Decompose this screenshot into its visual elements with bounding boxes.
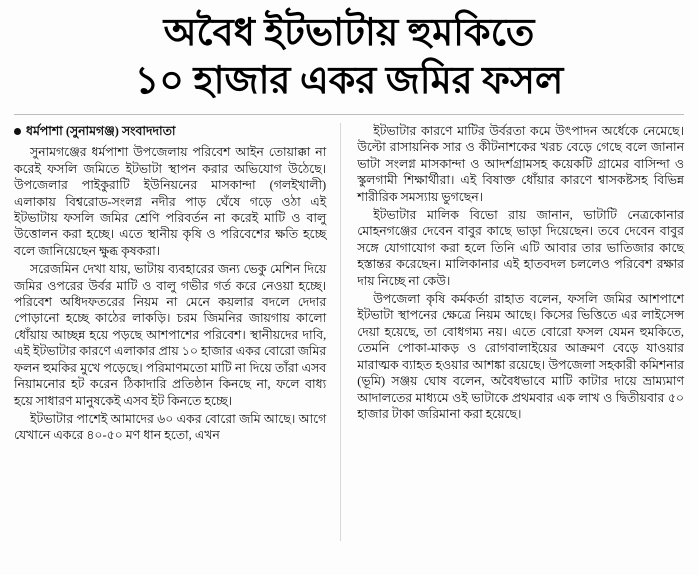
byline — [14, 123, 326, 139]
byline-text: ধর্মপাশা (সুনামগঞ্জ) সংবাদদাতা — [26, 124, 176, 138]
round-bullet-icon — [14, 128, 21, 135]
headline — [14, 10, 684, 104]
column-fade — [14, 527, 340, 541]
paragraph: সুনামগঞ্জের ধর্মপাশা উপজেলায় পরিবেশ আইন তোয়াক্কা না করেই ফসলি জমিতে ইটভাটা স্থাপন করার অভিযোগ উঠেছে। উপজেলার পাইকুরাটি ইউনিয়নের মাসকান্দা (গলইখালী) এলাকায় বিশ্বরোড-সংলগ্ন নদীর পাড় ঘেঁষে গড়ে ওঠা এই ইটভাটায় ফসলি জমির শ্রেণি পরিবর্তন না করেই মাটি ও বালু উত্তোলন করা হচ্ছে। এতে স্থানীয় কৃষি ও পরিবেশের ক্ষতি হচ্ছে বলে জানিয়েছেন ক্ষুব্ধ কৃষকরা। — [14, 145, 327, 258]
article-body — [14, 123, 684, 541]
article-column-right — [357, 123, 684, 541]
paragraph: উপজেলা কৃষি কর্মকর্তা রাহাত বলেন, ফসলি জমির আশপাশে ইটভাটা স্থাপনের ক্ষেত্রে নিয়ম আছে। কিসের ভিত্তিতে এর লাইসেন্স দেয়া হয়েছে, তা বোধগম্য নয়। এতে বোরো ফসল যেমন হুমকিতে, তেমনি পোকা-মাকড় ও রোগবালাইয়ের আক্রমণ বেড়ে যাওয়ার মারাত্মক ব্যাহত হওয়ার আশঙ্কা রয়েছে। উপজেলা সহকারী কমিশনার (ভূমি) সঞ্জয় ঘোষ বলেন, অবৈধভাবে মাটি কাটার দায়ে ভ্রাম্যমাণ আদালতের মাধ্যমে ওই ভাটাকে প্রথমবার এক লাখ ও দ্বিতীয়বার ৫০ হাজার টাকা জরিমানা করা হয়েছে। — [357, 292, 684, 421]
paragraph: ইটভাটার পাশেই আমাদের ৬০ একর বোরো জমি আছে। আগে যেখানে একরে ৪০-৫০ মণ ধান হতো, এখন — [14, 411, 327, 443]
column-fade — [357, 527, 684, 541]
headline-divider — [14, 114, 684, 115]
paragraph: ইটভাটার মালিক বিভো রায় জানান, ভাটাটি নেত্রকোনার মোহনগঞ্জের দেবেন বাবুর কাছে ভাড়া দিয়েছেন। তবে দেবেন বাবুর সঙ্গে যোগাযোগ করা হলে তিনি এটি আবার তার ভাতিজার কাছে হস্তান্তর করেছেন। মালিকানার এই হাতবদল চললেও পরিবেশ রক্ষার দায় নিচ্ছে না কেউ। — [357, 208, 684, 288]
paragraph: ইটভাটার কারণে মাটির উর্বরতা কমে উৎপাদন অর্ধেকে নেমেছে। উল্টো রাসায়নিক সার ও কীটনাশকের খরচ বেড়ে গেছে বলে জানান ভাটা সংলগ্ন মাসকান্দা ও আদর্শগ্রামসহ কয়েকটি গ্রামের বাসিন্দা ও স্কুলগামী শিক্ষার্থীরা। এই বিষাক্ত ধোঁয়ার কারণে শ্বাসকষ্টসহ বিভিন্ন শারীরিক সমস্যায় ভুগছেন। — [357, 124, 684, 204]
article-column-left — [14, 123, 341, 541]
headline-line-2: ১০ হাজার একর জমির ফসল — [134, 60, 564, 102]
headline-line-1: অবৈধ ইটভাটায় হুমকিতে — [163, 12, 535, 54]
paragraph: সরেজমিন দেখা যায়, ভাটায় ব্যবহারের জন্য ভেকু মেশিন দিয়ে জমির ওপরের উর্বর মাটি ও বালু গভীর গর্ত করে নেওয়া হচ্ছে। পরিবেশ অধিদফতরের নিয়ম না মেনে কয়লার বদলে দেদার পোড়ানো হচ্ছে কাঠের লাকড়ি। চরম জিমনির জায়গায় কালো ধোঁয়ায় আচ্ছন্ন হয়ে পড়ছে আশপাশের পরিবেশ। স্থানীয়দের দাবি, এই ইটভাটার কারণে এলাকার প্রায় ১০ হাজার একর বোরো জমির ফলন হুমকির মুখে পড়েছে। পরিমাণমতো মাটি না দিয়ে তাঁরা এসব নিয়ামনোর হট করেন ঠিকাদারি প্রতিষ্ঠান কিনছে না, ফলে বাধ্য হয়ে সাধারণ মানুষকেই এসব ইট কিনতে হচ্ছে। — [14, 262, 327, 408]
